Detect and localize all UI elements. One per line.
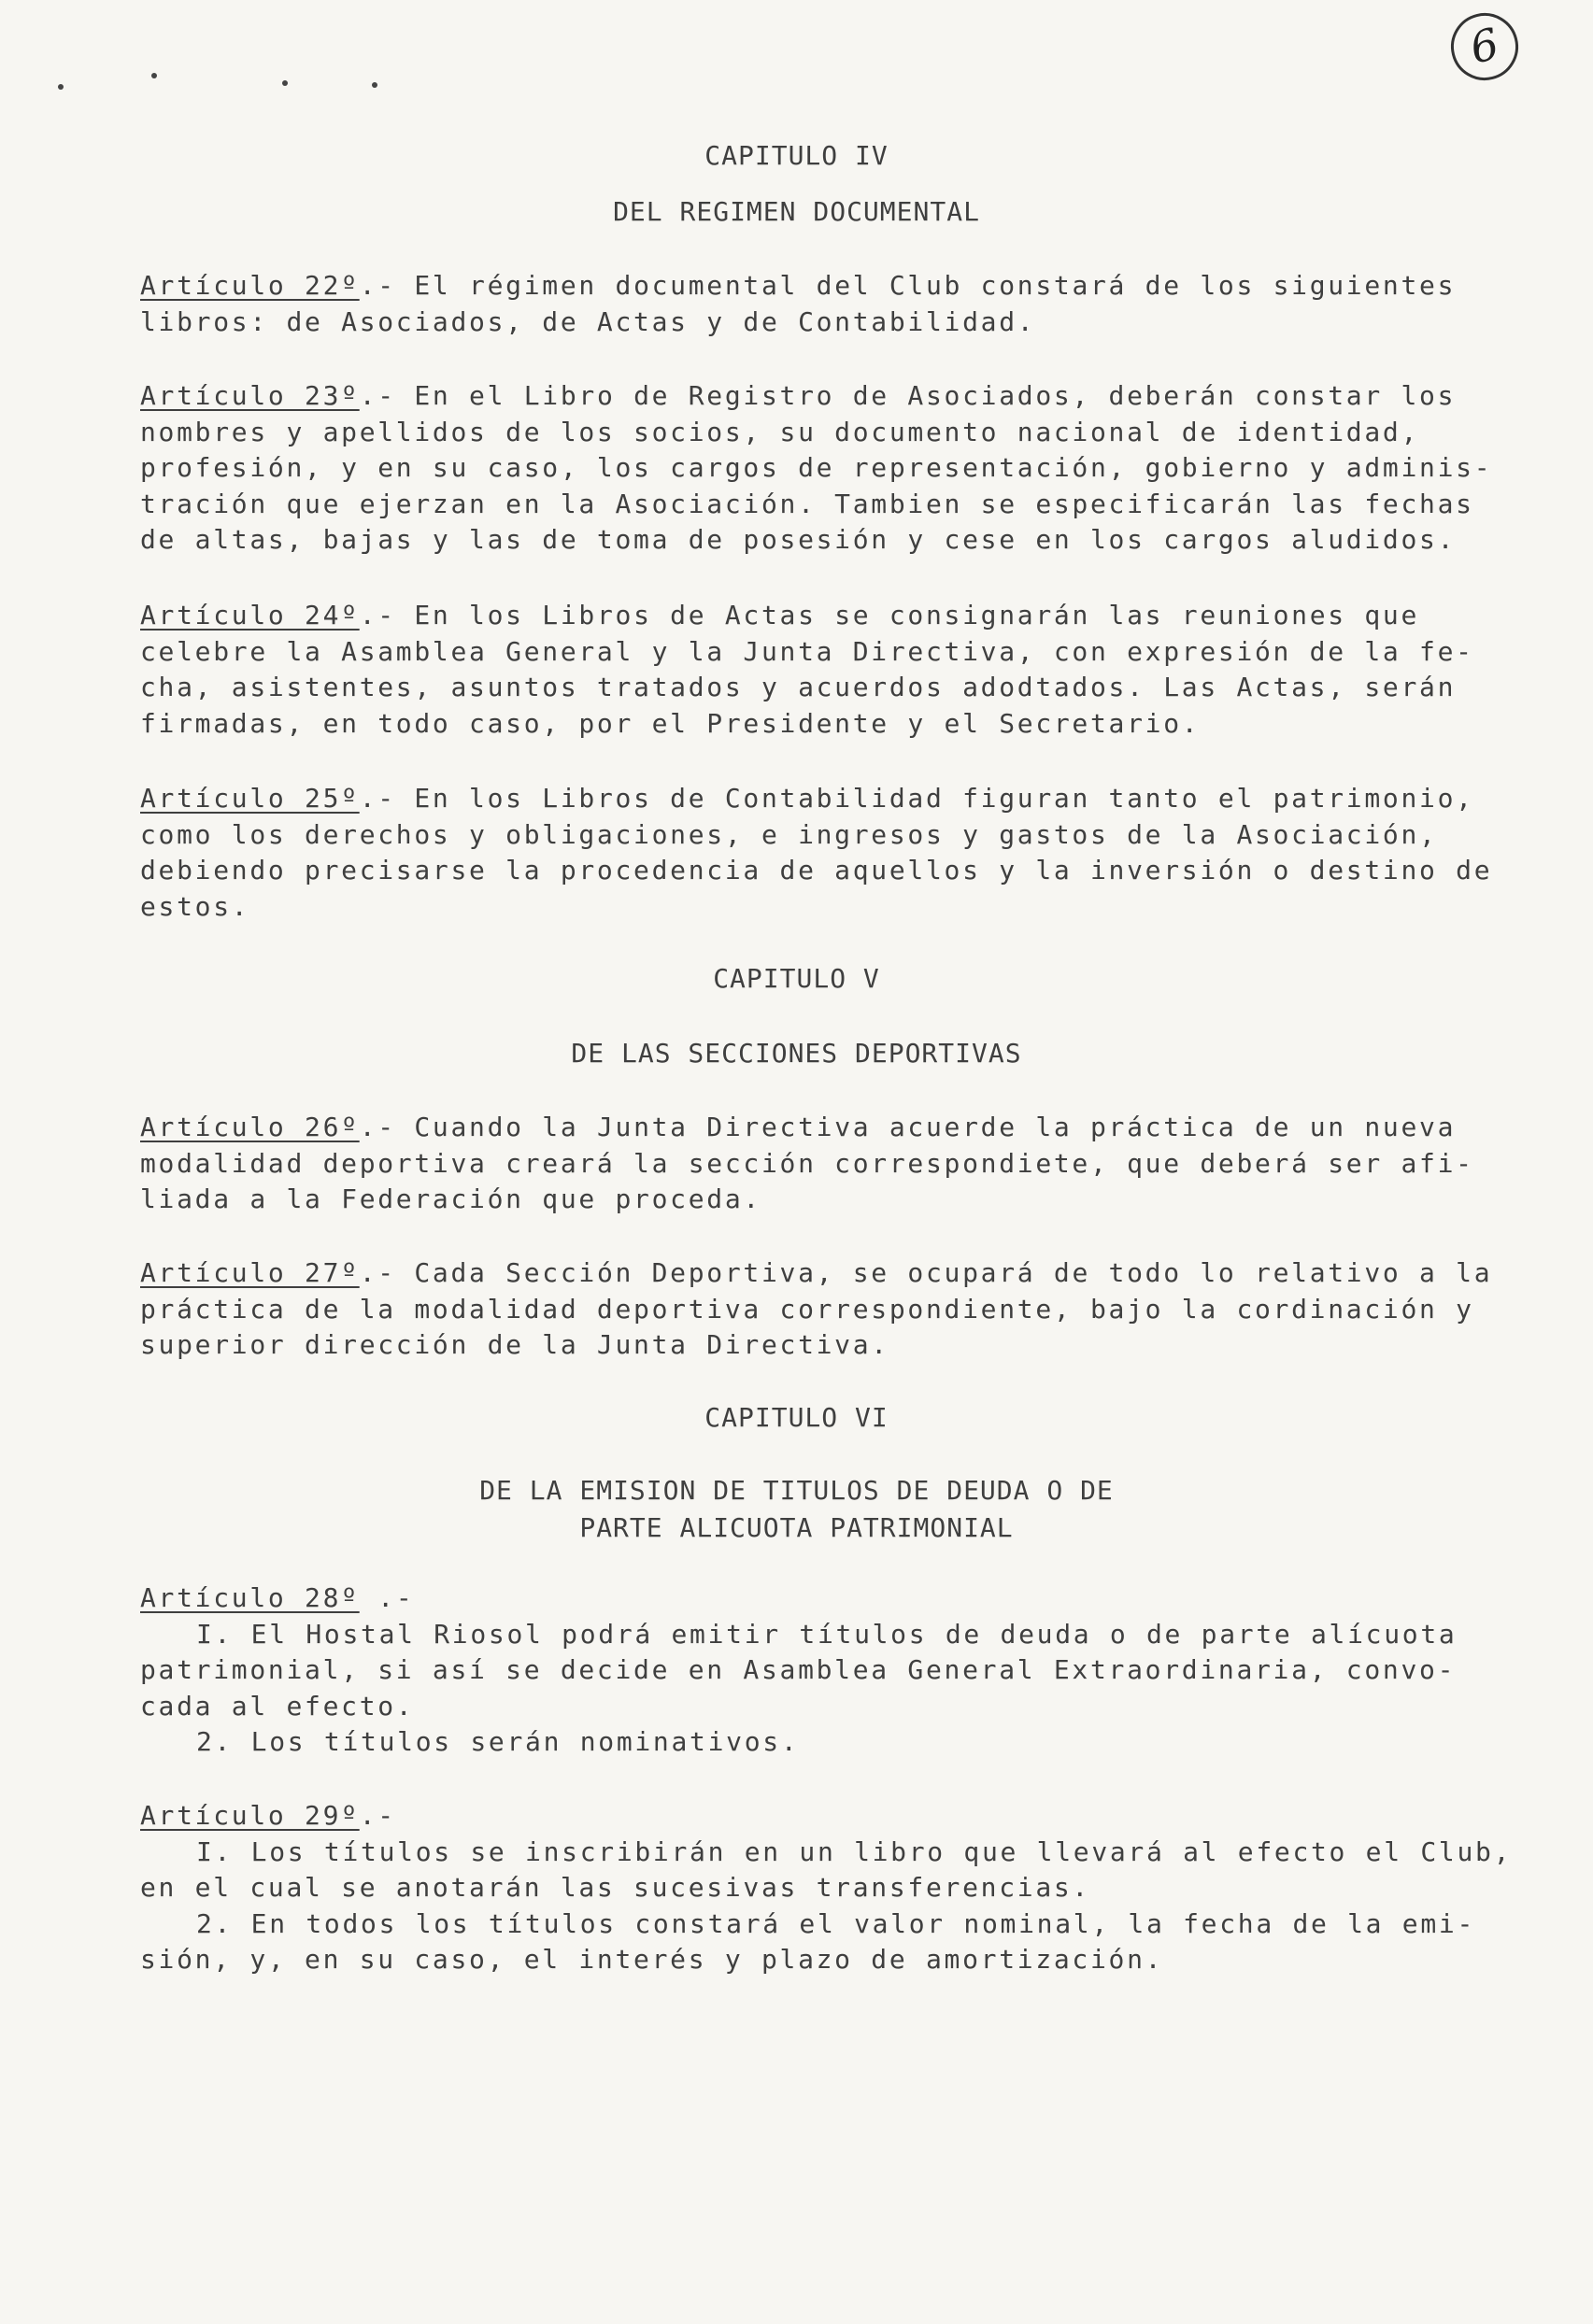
chapter-vi-subtitle-line-1: DE LA EMISION DE TITULOS DE DEUDA O DE <box>479 1475 1114 1506</box>
stray-marks <box>58 64 394 101</box>
chapter-iv-subtitle: DEL REGIMEN DOCUMENTAL <box>613 196 980 227</box>
chapter-vi-subtitle-line-2: PARTE ALICUOTA PATRIMONIAL <box>579 1512 1014 1543</box>
article-26: Artículo 26º.- Cuando la Junta Directiva acuerde la práctica de un nueva modalidad deportiva creará la sección correspondiete, que deberá ser afi- liada a la Federación que proceda. <box>140 1112 1474 1214</box>
chapter-iv-title: CAPITULO IV <box>704 140 889 171</box>
chapter-v-title: CAPITULO V <box>713 963 880 994</box>
article-27: Artículo 27º.- Cada Sección Deportiva, se ocupará de todo lo relativo a la práctica de la modalidad deportiva correspondiente, bajo la cordinación y superior dirección de la Junta Directiva. <box>140 1257 1493 1360</box>
article-25: Artículo 25º.- En los Libros de Contabilidad figuran tanto el patrimonio, como los derechos y obligaciones, e ingresos y gastos de la Asociación, debiendo precisarse la procedencia de aquellos y la inversión o destino de estos. <box>140 783 1493 922</box>
article-28: Artículo 28º .- I. El Hostal Riosol podrá emitir títulos de deuda o de parte alícuota patrimonial, si así se decide en Asamblea General Extraordinaria, convo- cada al efecto. 2. Los títulos serán nominativos. <box>140 1582 1458 1757</box>
article-26-label: Artículo 26º <box>140 1112 360 1142</box>
article-24: Artículo 24º.- En los Libros de Actas se consignarán las reuniones que celebre la Asamblea General y la Junta Directiva, con expresión de la fe- cha, asistentes, asuntos tratados y acuerdos adodtados. Las Actas, serán firmadas, en todo caso, por el Presidente y el Secretario. <box>140 600 1474 739</box>
article-23: Artículo 23º.- En el Libro de Registro de Asociados, deberán constar los nombres y apellidos de los socios, su documento nacional de identidad, profesión, y en su caso, los cargos de representación, gobierno y adminis- tración que ejerzan en la Asociación. Tambien se especificarán las fechas de altas, bajas y las de toma de posesión y cese en los cargos aludidos. <box>140 380 1493 555</box>
article-25-label: Artículo 25º <box>140 783 360 814</box>
article-27-label: Artículo 27º <box>140 1257 360 1288</box>
article-22: Artículo 22º.- El régimen documental del Club constará de los siguientes libros: de Asociados, de Actas y de Contabilidad. <box>140 270 1457 337</box>
article-28-label: Artículo 28º <box>140 1582 360 1613</box>
article-29-label: Artículo 29º <box>140 1800 360 1831</box>
article-24-label: Artículo 24º <box>140 600 360 631</box>
page-number: 6 <box>1444 6 1525 87</box>
article-23-label: Artículo 23º <box>140 380 360 411</box>
chapter-v-subtitle: DE LAS SECCIONES DEPORTIVAS <box>571 1038 1022 1069</box>
article-22-label: Artículo 22º <box>140 270 360 301</box>
article-29: Artículo 29º.- I. Los títulos se inscribirán en un libro que llevará al efecto el Club, en el cual se anotarán las sucesivas transferencias. 2. En todos los títulos constará el valor nominal, la fecha de la emi- sión, y, en su caso, el interés y plazo de amortización. <box>140 1800 1513 1975</box>
chapter-vi-title: CAPITULO VI <box>704 1402 889 1433</box>
